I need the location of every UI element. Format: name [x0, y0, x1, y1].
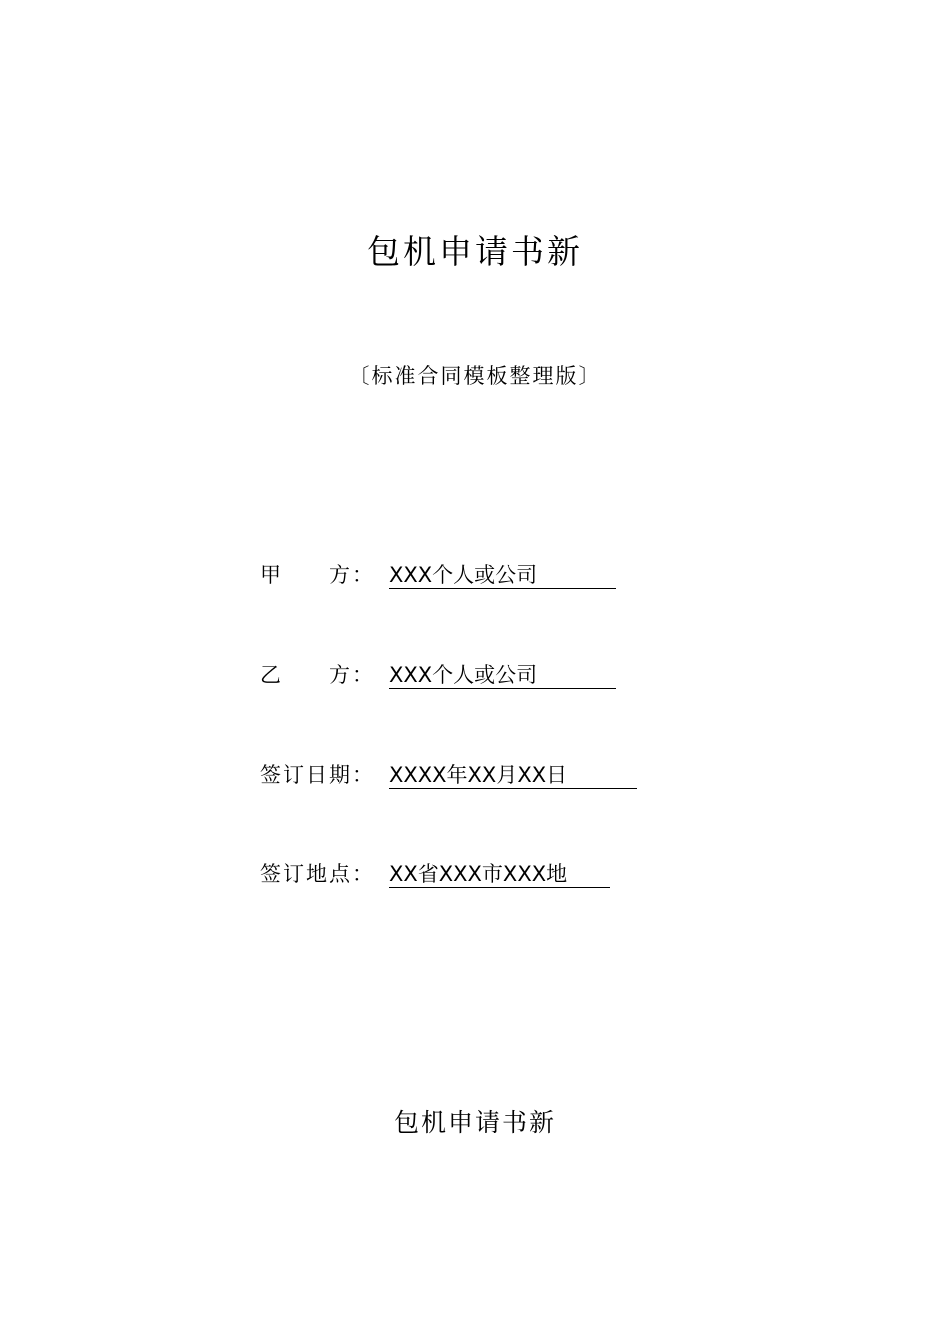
document-title: 包机申请书新	[367, 232, 583, 271]
document-subtitle: 〔标准合同模板整理版〕	[348, 364, 602, 388]
party-a-label: 甲 方：	[260, 563, 375, 587]
sign-date-row	[260, 761, 637, 789]
sign-place-value: XX省XXX市XXX地	[389, 861, 610, 888]
party-a-value: XXX个人或公司	[389, 562, 616, 589]
party-a-row	[260, 561, 616, 589]
party-b-label: 乙 方：	[260, 663, 375, 687]
footer-title: 包机申请书新	[393, 1108, 556, 1137]
sign-date-label: 签订日期：	[260, 763, 375, 787]
sign-place-row	[260, 860, 610, 888]
sign-date-value: XXXX年XX月XX日	[389, 762, 637, 789]
party-b-row	[260, 661, 616, 689]
party-b-value: XXX个人或公司	[389, 662, 616, 689]
sign-place-label: 签订地点：	[260, 862, 375, 886]
